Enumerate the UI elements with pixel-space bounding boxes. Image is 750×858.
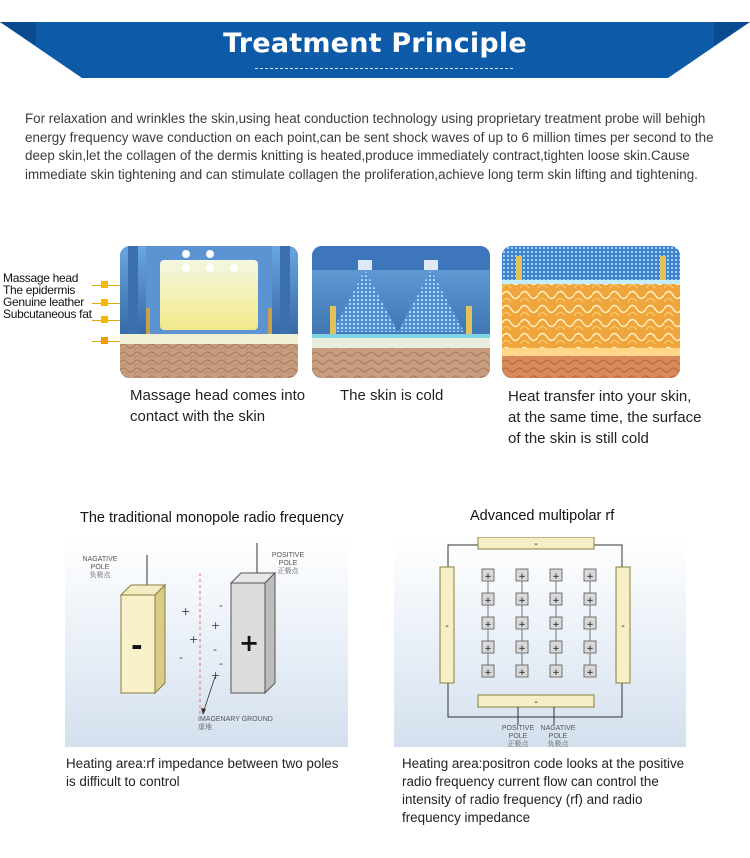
electrode-cell-sign: + <box>518 596 526 606</box>
legend-genuine-leather: Genuine leather <box>3 295 84 309</box>
electrode-cell-sign: + <box>586 572 594 582</box>
bottom-bar-sign: - <box>534 697 538 708</box>
panel-heat-illustration <box>502 246 680 378</box>
imaginary-ground-label: IMAGENARY GROUND 虚地 <box>198 716 273 731</box>
panel-cold <box>312 246 490 378</box>
multipolar-diagram <box>394 537 686 747</box>
left-bar-sign: - <box>445 621 449 632</box>
electrode-cell-sign: + <box>586 668 594 678</box>
negative-pole-sign: - <box>131 629 143 662</box>
legend-marker <box>101 316 108 323</box>
electrode-cell-sign: + <box>552 620 560 630</box>
electrode-cell-sign: + <box>586 644 594 654</box>
panel-heat <box>502 246 680 378</box>
top-bar-sign: - <box>534 539 538 550</box>
electrode-cell-sign: + <box>552 572 560 582</box>
panel-cold-illustration <box>312 246 490 378</box>
legend-marker <box>101 281 108 288</box>
panel-heat-caption-line1: Heat transfer into your skin, <box>508 388 692 405</box>
electrode-cell-sign: + <box>484 668 492 678</box>
panel-cold-caption: The skin is cold <box>340 387 444 404</box>
monopole-title: The traditional monopole radio frequency <box>80 510 344 526</box>
panel-contact-illustration <box>120 246 298 378</box>
panel-heat-caption-line3: of the skin is still cold <box>508 430 649 447</box>
electrode-cell-sign: + <box>552 644 560 654</box>
multipolar-description: Heating area:positron code looks at the positive radio frequency current flow can control the intensity of radio frequency (rf) and radio frequency impedance <box>402 756 685 825</box>
positive-pole-sign: + <box>239 629 260 657</box>
field-charge-plus: + <box>211 669 221 682</box>
right-bar-sign: - <box>621 621 625 632</box>
legend-epidermis: The epidermis <box>3 283 76 297</box>
field-charge-minus: - <box>219 657 223 670</box>
electrode-cell-sign: + <box>518 668 526 678</box>
field-charge-plus: + <box>181 605 191 618</box>
legend-massage-head: Massage head <box>3 271 79 285</box>
panel-contact-caption-line1: Massage head comes into <box>130 387 306 404</box>
electrode-cell-sign: + <box>484 596 492 606</box>
electrode-cell-sign: + <box>484 644 492 654</box>
electrode-cell-sign: + <box>484 620 492 630</box>
panel-contact-caption-line2: contact with the skin <box>130 408 266 425</box>
legend-subcutaneous-fat: Subcutaneous fat <box>3 307 92 321</box>
panel-contact <box>120 246 298 378</box>
electrode-cell-sign: + <box>484 572 492 582</box>
negative-pole-label: NAGATIVE POLE 负极点 <box>82 556 118 579</box>
multipolar-illustration <box>394 537 686 747</box>
legend-marker <box>101 337 108 344</box>
positive-pole-label: POSITIVE POLE 正极点 <box>271 552 305 575</box>
multipolar-negative-pole-label: NAGATIVE POLE 负极点 <box>540 725 576 748</box>
electrode-cell-sign: + <box>586 620 594 630</box>
title-underline <box>255 68 513 69</box>
field-charge-plus: + <box>211 619 221 632</box>
field-charge-plus: + <box>189 633 199 646</box>
electrode-cell-sign: + <box>518 644 526 654</box>
field-charge-minus: - <box>213 643 217 656</box>
electrode-cell-sign: + <box>552 668 560 678</box>
intro-paragraph: For relaxation and wrinkles the skin,using heat conduction technology using proprietary treatment probe will behigh energy frequency wave conduction on each point,can be sent shock waves of up to 6 million times per second to the deep skin,let the collagen of the dermis knitting is heated,produce immediately contract,tighten loose skin.Cause immediate skin tightening and can stimulate collagen the proliferation,achieve long term skin lifting and tightening. <box>25 111 714 182</box>
field-charge-minus: - <box>179 651 183 664</box>
electrode-cell-sign: + <box>586 596 594 606</box>
monopole-description: Heating area:rf impedance between two poles is difficult to control <box>66 756 339 789</box>
panel-heat-caption-line2: at the same time, the surface <box>508 409 702 426</box>
electrode-cell-sign: + <box>518 572 526 582</box>
multipolar-title: Advanced multipolar rf <box>470 508 615 524</box>
multipolar-positive-pole-label: POSITIVE POLE 正极点 <box>501 725 535 748</box>
field-charge-minus: - <box>219 599 223 612</box>
legend-marker <box>101 299 108 306</box>
page-title: Treatment Principle <box>223 28 527 59</box>
electrode-cell-sign: + <box>552 596 560 606</box>
electrode-cell-sign: + <box>518 620 526 630</box>
